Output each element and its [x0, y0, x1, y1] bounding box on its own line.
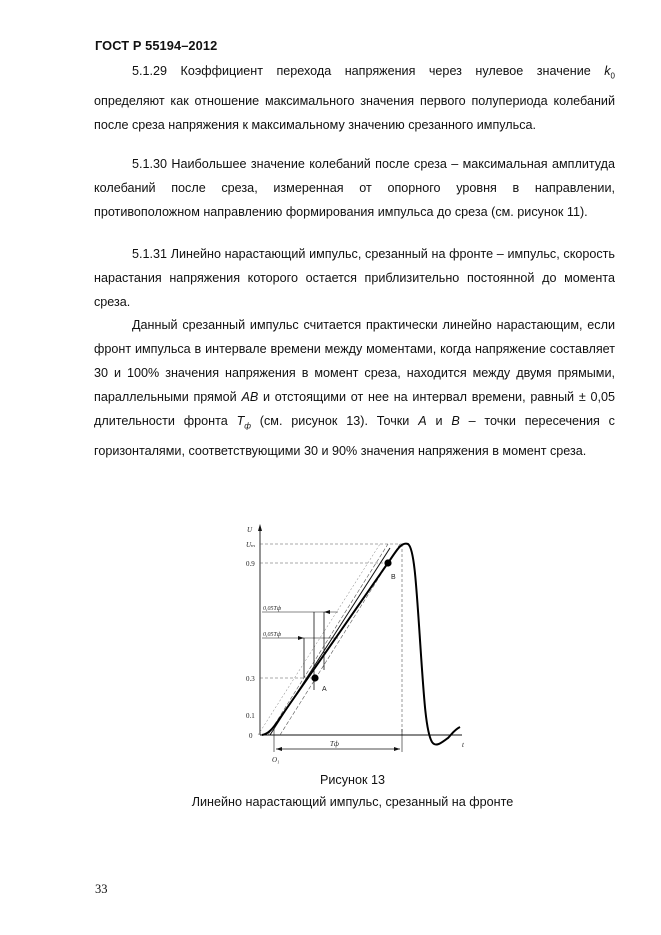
p1-text-start: 5.1.29 Коэффициент перехода напряжения через нулевое значение — [132, 64, 605, 78]
p1-var-sub: 0 — [610, 71, 615, 81]
p2-text: 5.1.30 Наибольшее значение колебаний после среза – максимальная амплитуда колебаний после среза, измеренная от опорного уровня в направлении, противоположном направлению формирования импульса до среза (см. рисунок 11). — [94, 157, 615, 219]
impulse-curve — [262, 544, 460, 745]
label-005-bottom: 0,05Tф — [263, 632, 282, 638]
p4-point-a: А — [418, 414, 427, 428]
paragraph-5-1-31 — [94, 242, 615, 314]
marker-arrow-icon-2 — [324, 610, 330, 614]
line-ab-extension — [258, 544, 380, 735]
p1-var-k: k — [604, 64, 611, 78]
p4-text-c: (см. рисунок 13). Точки — [250, 414, 419, 428]
tf-arrow-left-icon — [276, 747, 282, 751]
paragraph-linear-impulse — [94, 313, 615, 463]
label-01: 0.1 — [246, 712, 255, 720]
label-0: 0 — [249, 732, 253, 740]
figure-13 — [240, 520, 480, 773]
paragraph-5-1-29 — [94, 59, 615, 137]
tf-arrow-right-icon — [394, 747, 400, 751]
p4-point-b: В — [451, 414, 460, 428]
p4-text-b: и отстоящими от нее на интервал времени, равный ± 0,05 длительности фронта — [94, 390, 615, 428]
figure-caption-title: Линейно нарастающий импульс, срезанный на фронте — [191, 795, 514, 809]
document-header: ГОСТ Р 55194–2012 — [95, 38, 218, 53]
marker-arrow-icon — [298, 636, 304, 640]
label-tf: Tф — [330, 740, 339, 748]
label-005-top: 0,05Tф — [263, 606, 282, 612]
axis-x-label: t — [462, 741, 464, 749]
label-09: 0.9 — [246, 560, 255, 568]
label-point-b: B — [391, 574, 396, 581]
label-um: Uₘ — [246, 541, 256, 549]
upper-bound-line — [268, 544, 388, 735]
y-axis-arrow-icon — [258, 524, 262, 531]
page-number: 33 — [95, 882, 108, 896]
p4-tf: T — [236, 414, 245, 428]
label-03: 0.3 — [246, 675, 255, 683]
label-o1: O₁ — [272, 756, 280, 764]
figure-caption-number: Рисунок 13 — [319, 773, 385, 787]
point-b — [384, 559, 391, 566]
p4-tf-sub: ф — [244, 421, 251, 431]
p4-text-d: и — [426, 414, 452, 428]
axis-y-label: U — [247, 526, 253, 534]
p4-text-e: – точки пересечения с горизонталями, соответствующими 30 и 90% значения напряжения в момент среза. — [94, 414, 615, 458]
p4-text-a: Данный срезанный импульс считается практически линейно нарастающим, если фронт импульса в интервале времени между моментами, когда напряжение составляет 30 и 100% значения напряжения в момент среза, находится между двумя прямыми, параллельными прямой — [94, 318, 615, 404]
p4-ab: АВ — [241, 390, 259, 404]
point-a — [311, 674, 318, 681]
p3-text: 5.1.31 Линейно нарастающий импульс, срезанный на фронте – импульс, скорость нарастания напряжения которого остается приблизительно постоянной до момента среза. — [94, 247, 615, 309]
p1-text-end: определяют как отношение максимального значения первого полупериода колебаний после среза напряжения к максимальному значению срезанного импульса. — [94, 93, 615, 132]
paragraph-5-1-30 — [94, 152, 615, 224]
impulse-diagram — [240, 520, 480, 770]
label-point-a: A — [322, 686, 327, 693]
